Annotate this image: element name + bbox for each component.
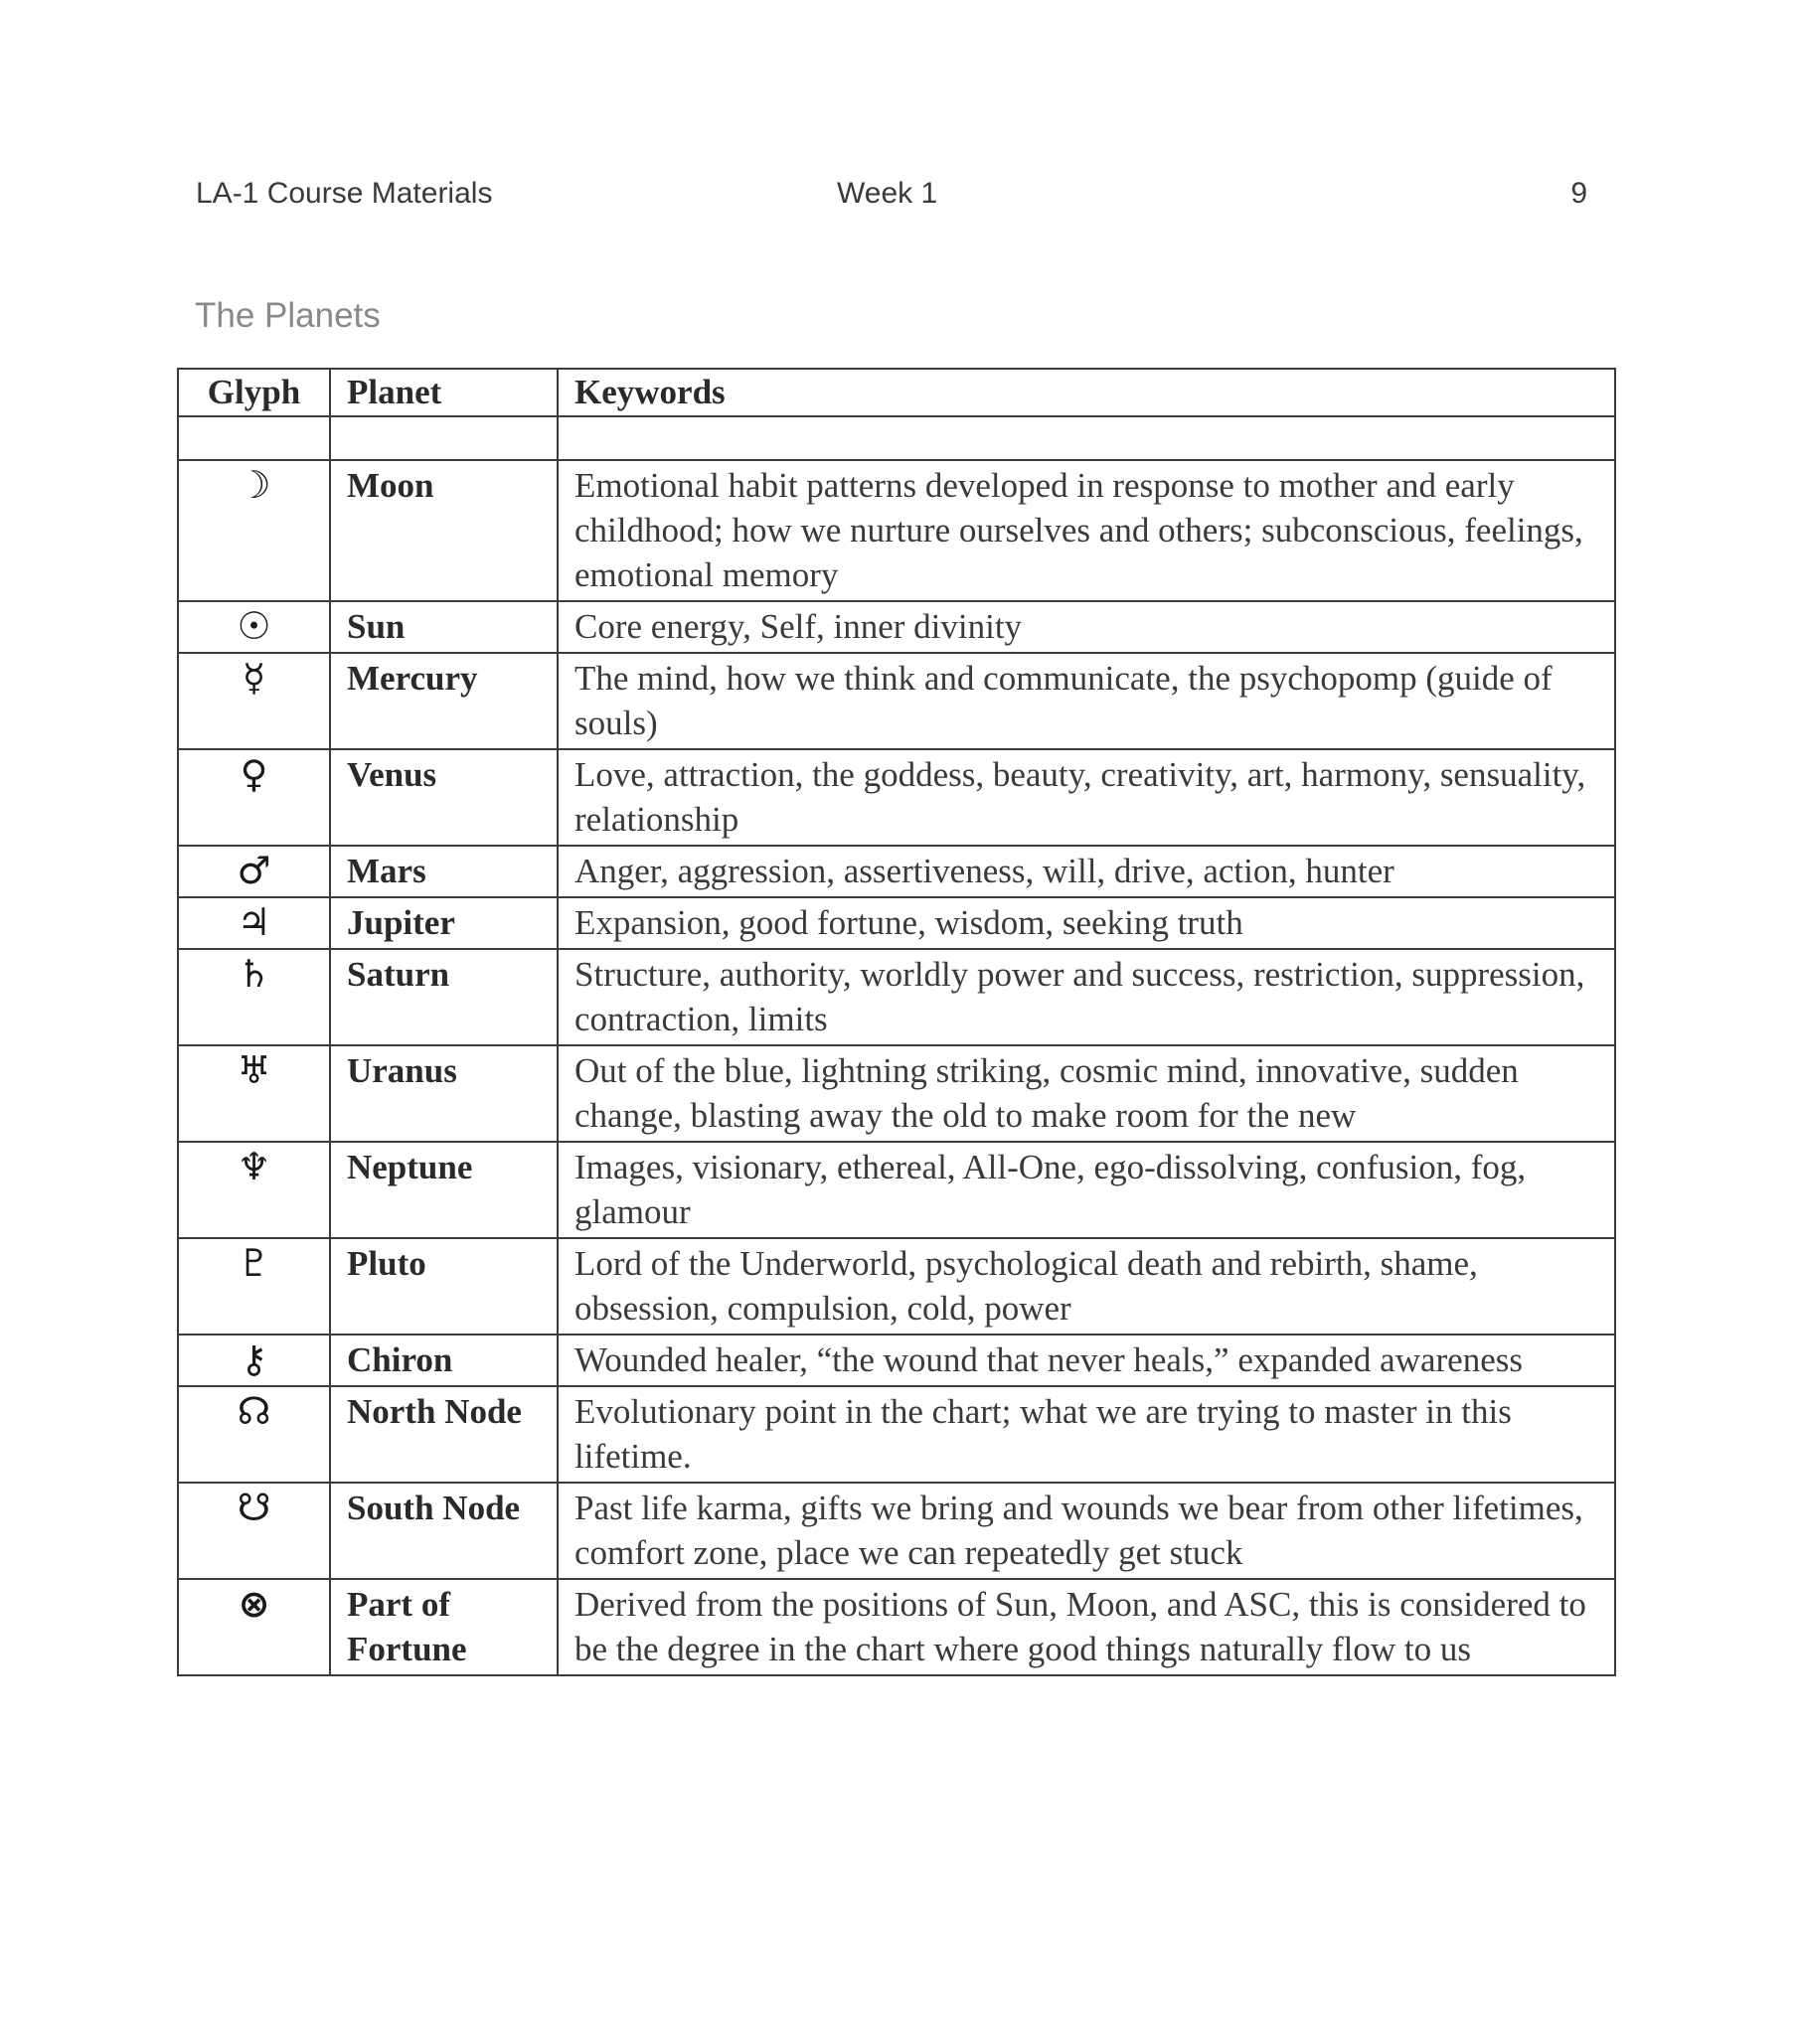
chiron-glyph-icon: ⚷ — [178, 1335, 330, 1386]
planet-name: North Node — [330, 1386, 558, 1483]
part-of-fortune-glyph-icon: ⊗ — [178, 1579, 330, 1675]
planet-name: Uranus — [330, 1045, 558, 1142]
planet-keywords: Love, attraction, the goddess, beauty, creativity, art, harmony, sensuality, relationship — [558, 749, 1615, 846]
jupiter-glyph-icon: ♃ — [178, 897, 330, 949]
table-row-venus — [178, 749, 1615, 846]
empty-cell — [178, 416, 330, 460]
table-row-saturn — [178, 949, 1615, 1045]
header-page-number: 9 — [1570, 177, 1587, 210]
planet-keywords: Wounded healer, “the wound that never heals,” expanded awareness — [558, 1335, 1615, 1386]
table-row-mars — [178, 846, 1615, 897]
pluto-glyph-icon: ♇ — [178, 1238, 330, 1335]
planet-keywords: Expansion, good fortune, wisdom, seeking truth — [558, 897, 1615, 949]
uranus-glyph-icon: ♅ — [178, 1045, 330, 1142]
planet-keywords: Evolutionary point in the chart; what we are trying to master in this lifetime. — [558, 1386, 1615, 1483]
table-row-mercury — [178, 653, 1615, 749]
empty-cell — [330, 416, 558, 460]
mars-glyph-icon: ♂ — [178, 846, 330, 897]
planet-name: Moon — [330, 460, 558, 601]
column-header-keywords: Keywords — [558, 369, 1615, 416]
table-row-north-node — [178, 1386, 1615, 1483]
planet-name: Mars — [330, 846, 558, 897]
planet-keywords: Anger, aggression, assertiveness, will, drive, action, hunter — [558, 846, 1615, 897]
north-node-glyph-icon: ☊ — [178, 1386, 330, 1483]
table-row-jupiter — [178, 897, 1615, 949]
venus-glyph-icon: ♀ — [178, 749, 330, 846]
table-row-uranus — [178, 1045, 1615, 1142]
saturn-glyph-icon: ♄ — [178, 949, 330, 1045]
planet-name: Neptune — [330, 1142, 558, 1238]
south-node-glyph-icon: ☋ — [178, 1483, 330, 1579]
planet-keywords: Images, visionary, ethereal, All-One, ego-dissolving, confusion, fog, glamour — [558, 1142, 1615, 1238]
empty-row — [178, 416, 1615, 460]
neptune-glyph-icon: ♆ — [178, 1142, 330, 1238]
table-row-sun — [178, 601, 1615, 653]
planet-keywords: Derived from the positions of Sun, Moon, and ASC, this is considered to be the degree in the chart where good things naturally flow to us — [558, 1579, 1615, 1675]
planet-keywords: The mind, how we think and communicate, the psychopomp (guide of souls) — [558, 653, 1615, 749]
planet-keywords: Emotional habit patterns developed in response to mother and early childhood; how we nurture ourselves and others; subconscious, feelings, emotional memory — [558, 460, 1615, 601]
section-title: The Planets — [195, 296, 381, 335]
moon-glyph-icon: ☽ — [178, 460, 330, 601]
planet-keywords: Lord of the Underworld, psychological death and rebirth, shame, obsession, compulsion, cold, power — [558, 1238, 1615, 1335]
table-row-part-of-fortune — [178, 1579, 1615, 1675]
column-header-planet: Planet — [330, 369, 558, 416]
planet-name: Part of Fortune — [330, 1579, 558, 1675]
column-header-glyph: Glyph — [178, 369, 330, 416]
planet-name: Pluto — [330, 1238, 558, 1335]
planet-name: Saturn — [330, 949, 558, 1045]
header-week: Week 1 — [837, 177, 938, 210]
planet-keywords: Core energy, Self, inner divinity — [558, 601, 1615, 653]
sun-glyph-icon: ☉ — [178, 601, 330, 653]
planets-table — [177, 368, 1616, 1676]
planet-name: Jupiter — [330, 897, 558, 949]
planet-keywords: Structure, authority, worldly power and success, restriction, suppression, contraction, limits — [558, 949, 1615, 1045]
table-row-south-node — [178, 1483, 1615, 1579]
table-row-neptune — [178, 1142, 1615, 1238]
table-row-chiron — [178, 1335, 1615, 1386]
planet-keywords: Out of the blue, lightning striking, cosmic mind, innovative, sudden change, blasting away the old to make room for the new — [558, 1045, 1615, 1142]
empty-cell — [558, 416, 1615, 460]
planet-name: Chiron — [330, 1335, 558, 1386]
planet-name: South Node — [330, 1483, 558, 1579]
header-course-title: LA-1 Course Materials — [196, 177, 493, 210]
planet-keywords: Past life karma, gifts we bring and wounds we bear from other lifetimes, comfort zone, place we can repeatedly get stuck — [558, 1483, 1615, 1579]
planet-name: Venus — [330, 749, 558, 846]
planet-name: Mercury — [330, 653, 558, 749]
table-row-moon — [178, 460, 1615, 601]
mercury-glyph-icon: ☿ — [178, 653, 330, 749]
page-header — [196, 177, 1587, 221]
planet-name: Sun — [330, 601, 558, 653]
table-row-pluto — [178, 1238, 1615, 1335]
table-header-row — [178, 369, 1615, 416]
